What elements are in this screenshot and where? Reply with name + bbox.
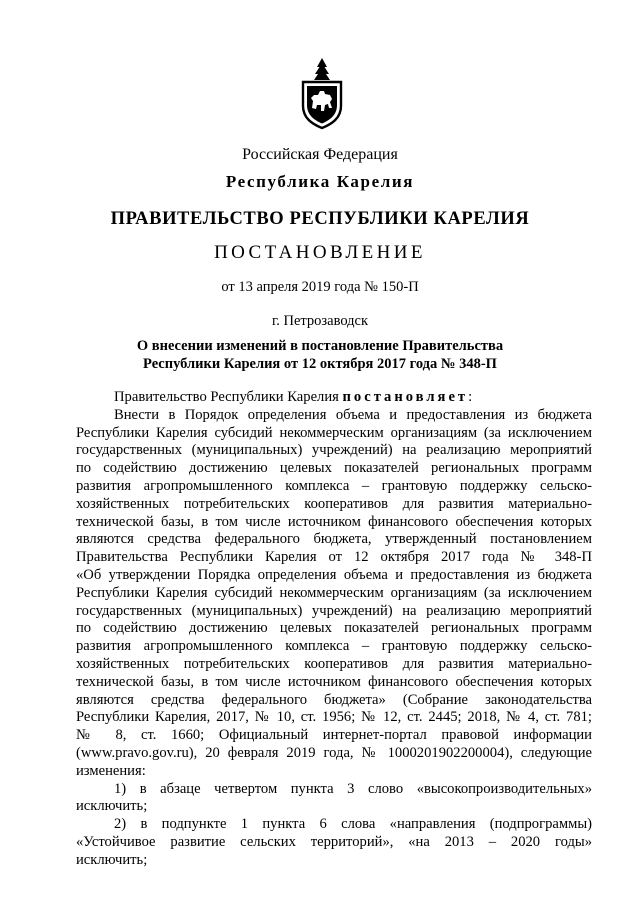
document-title [0,337,640,373]
body-line: Республики Карелия субсидий некоммерческим организациям (за исключением [76,424,592,441]
intro-suffix: : [468,389,473,405]
republic-name: Республика Карелия [225,172,415,191]
body-line: по содействию достижению целевых показателей региональных программ [76,620,592,637]
title-line-1: О внесении изменений в постановление Правительства [136,338,504,354]
body-line: «Устойчивое развитие сельских территорий», «на 2013 – 2020 годы» [76,833,592,850]
body-line: по содействию достижению целевых показателей региональных программ [76,460,592,477]
body-line: технической базы, в том числе источником финансового обеспечения которых [76,673,592,690]
body-line: исключить; [76,851,148,868]
document-body [76,389,592,870]
body-line: хозяйственных потребительских кооперативов для развития материально- [76,655,592,672]
body-line: (www.pravo.gov.ru), 20 февраля 2019 года, № 1000201902200004), следующие [76,744,592,761]
body-line: Внести в Порядок определения объема и предоставления из бюджета [114,406,592,423]
document-city: г. Петрозаводск [271,313,369,329]
intro-paragraph [76,389,592,407]
body-line: исключить; [76,798,148,815]
body-line: «Об утверждении Порядка определения объема и предоставления из бюджета [76,566,592,583]
intro-keyword: постановляет [342,389,469,405]
body-line: 2) в подпункте 1 пункта 6 слова «направления (подпрограммы) [114,816,592,833]
document-date-number: от 13 апреля 2019 года № 150-П [221,279,419,295]
body-line: Республики Карелия субсидий некоммерческим организациям (за исключением [76,584,592,601]
karelia-coat-of-arms-icon [299,56,345,130]
body-line: развития агропромышленного комплекса – грантовую поддержку сельско- [76,477,592,494]
body-line: изменения: [76,762,146,779]
body-line: № 8, ст. 1660; Официальный интернет-портал правовой информации [76,727,592,744]
government-name: ПРАВИТЕЛЬСТВО РЕСПУБЛИКИ КАРЕЛИЯ [110,209,530,229]
body-line: развития агропромышленного комплекса – грантовую поддержку сельско- [76,638,592,655]
intro-prefix: Правительство Республики Карелия [114,389,343,405]
body-line: Республики Карелия, 2017, № 10, ст. 1956; № 12, ст. 2445; 2018, № 4, ст. 781; [76,709,592,726]
country-name: Российская Федерация [242,146,398,163]
body-line: Правительства Республики Карелия от 12 октября 2017 года № 348-П [76,549,592,566]
title-line-2: Республики Карелия от 12 октября 2017 года № 348-П [143,356,497,372]
body-line: государственных (муниципальных) учреждений) на реализацию мероприятий [76,602,592,619]
body-line: являются средства федерального бюджета» (Собрание законодательства [76,691,592,708]
body-line: 1) в абзаце четвертом пункта 3 слово «высокопроизводительных» [114,780,592,797]
body-line: технической базы, в том числе источником финансового обеспечения которых [76,513,592,530]
body-line: являются средства федерального бюджета, утвержденный постановлением [76,531,592,548]
document-type: ПОСТАНОВЛЕНИЕ [214,242,426,263]
body-line: государственных (муниципальных) учреждений) на реализацию мероприятий [76,442,592,459]
body-line: хозяйственных потребительских кооперативов для развития материально- [76,495,592,512]
